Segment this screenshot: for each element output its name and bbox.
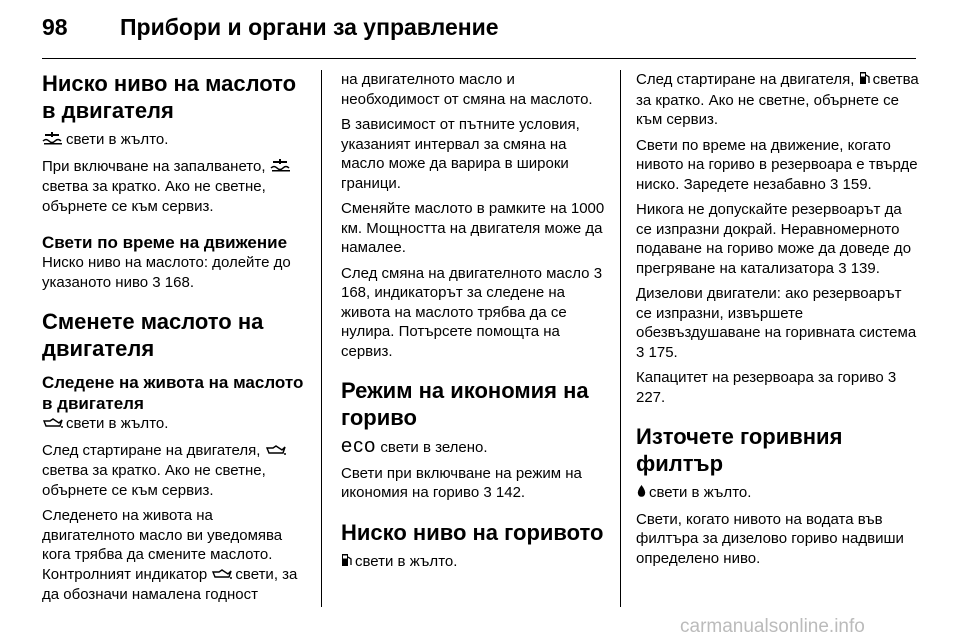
oil-can-icon <box>211 566 233 586</box>
column-3 <box>636 70 921 574</box>
paragraph: В зависимост от пътните условия, указаният интервал за смяна на масло може да варира в широки граници. <box>341 116 580 192</box>
paragraph: свети в жълто. <box>636 483 921 504</box>
running-title: Прибори и органи за управление <box>120 14 499 40</box>
paragraph: Свети при включване на режим на икономия на гориво 3 142. <box>341 464 582 501</box>
fuel-pump-icon <box>859 71 871 91</box>
eco-icon: eco <box>341 435 377 457</box>
heading-oil-life-monitor: Следене на живота на маслото в двигателя <box>42 373 304 413</box>
page-number: 98 <box>42 14 68 40</box>
heading-change-oil: Сменете маслото на двигателя <box>42 309 264 361</box>
reference-arrow-icon: 3 <box>593 264 603 282</box>
reference-arrow-icon: 3 <box>838 259 847 277</box>
oil-can-icon <box>42 415 64 435</box>
page-header <box>0 0 960 60</box>
heading-drain-fuel-filter: Източете горивния филтър <box>636 424 843 476</box>
heading-lit-while-driving: Свети по време на движение <box>42 233 288 252</box>
reference-arrow-icon: 3 <box>636 343 645 361</box>
paragraph: на двигателното масло и необходимост от смяна на маслото. <box>341 71 593 108</box>
paragraph: свети в жълто. <box>42 414 307 435</box>
heading-low-fuel: Ниско ниво на горивото <box>341 519 604 545</box>
paragraph: Ниско ниво на маслото: долейте до указаното ниво 3 168. <box>42 254 291 291</box>
reference-arrow-icon: 3 <box>152 273 161 291</box>
paragraph: При включване на запалването, светва за кратко. Ако не светне, обърнете се към сервиз. <box>42 157 307 217</box>
header-rule <box>42 58 916 59</box>
reference-arrow-icon: 3 <box>483 484 492 501</box>
paragraph: Капацитет на резервоара за гориво 3 227. <box>636 369 897 406</box>
paragraph: След стартиране на двигателя, светва за кратко. Ако не светне, обърнете се към сервиз. <box>42 441 307 501</box>
paragraph: След стартиране на двигателя, светва за кратко. Ако не светне, обърнете се към сервиз. <box>636 71 919 128</box>
column-divider <box>321 70 322 607</box>
heading-low-oil-level: Ниско ниво на маслото в двигателя <box>42 71 297 123</box>
watermark: carmanualsonline.info <box>680 616 865 637</box>
paragraph: свети в жълто. <box>341 552 609 573</box>
column-2 <box>341 70 609 578</box>
water-drop-icon <box>636 484 647 504</box>
fuel-pump-icon <box>341 553 353 573</box>
paragraph: Никога не допускайте резервоарът да се изпразни докрай. Неравномерното подаване на гориво може да доведе до прегряване на катализатора 3 139. <box>636 201 912 277</box>
oil-level-icon <box>42 131 64 151</box>
paragraph: Следенето на живота на двигателното масло ви уведомява кога трябва да смените маслото. Контролният индикатор свети, за да обозначи намалена годност <box>42 507 298 603</box>
paragraph: След смяна на двигателното масло 3 168, индикаторът за следене на живота на маслото трябва да се нулира. Потърсете помощта на сервиз. <box>341 264 603 360</box>
oil-level-icon <box>270 158 292 178</box>
paragraph: Свети, когато нивото на водата във филтъра за дизелово гориво надвиши определено ниво. <box>636 510 904 567</box>
paragraph: свети в жълто. <box>42 130 307 151</box>
paragraph: Сменяйте маслото в рамките на 1000 км. Мощността на двигателя може да намалее. <box>341 200 605 256</box>
reference-arrow-icon: 3 <box>887 369 897 386</box>
reference-arrow-icon: 3 <box>830 175 839 193</box>
column-1 <box>42 70 307 611</box>
paragraph: Свети по време на движение, когато нивото на гориво в резервоара е твърде ниско. Заредете незабавно 3 159. <box>636 136 918 193</box>
oil-can-icon <box>265 442 287 462</box>
paragraph: Дизелови двигатели: ако резервоарът се изпразни, извършете обезвъздушаване на горивната система 3 175. <box>636 285 917 361</box>
column-divider <box>620 70 621 607</box>
paragraph: eco свети в зелено. <box>341 435 488 457</box>
heading-eco-mode: Режим на икономия на гориво <box>341 378 589 430</box>
